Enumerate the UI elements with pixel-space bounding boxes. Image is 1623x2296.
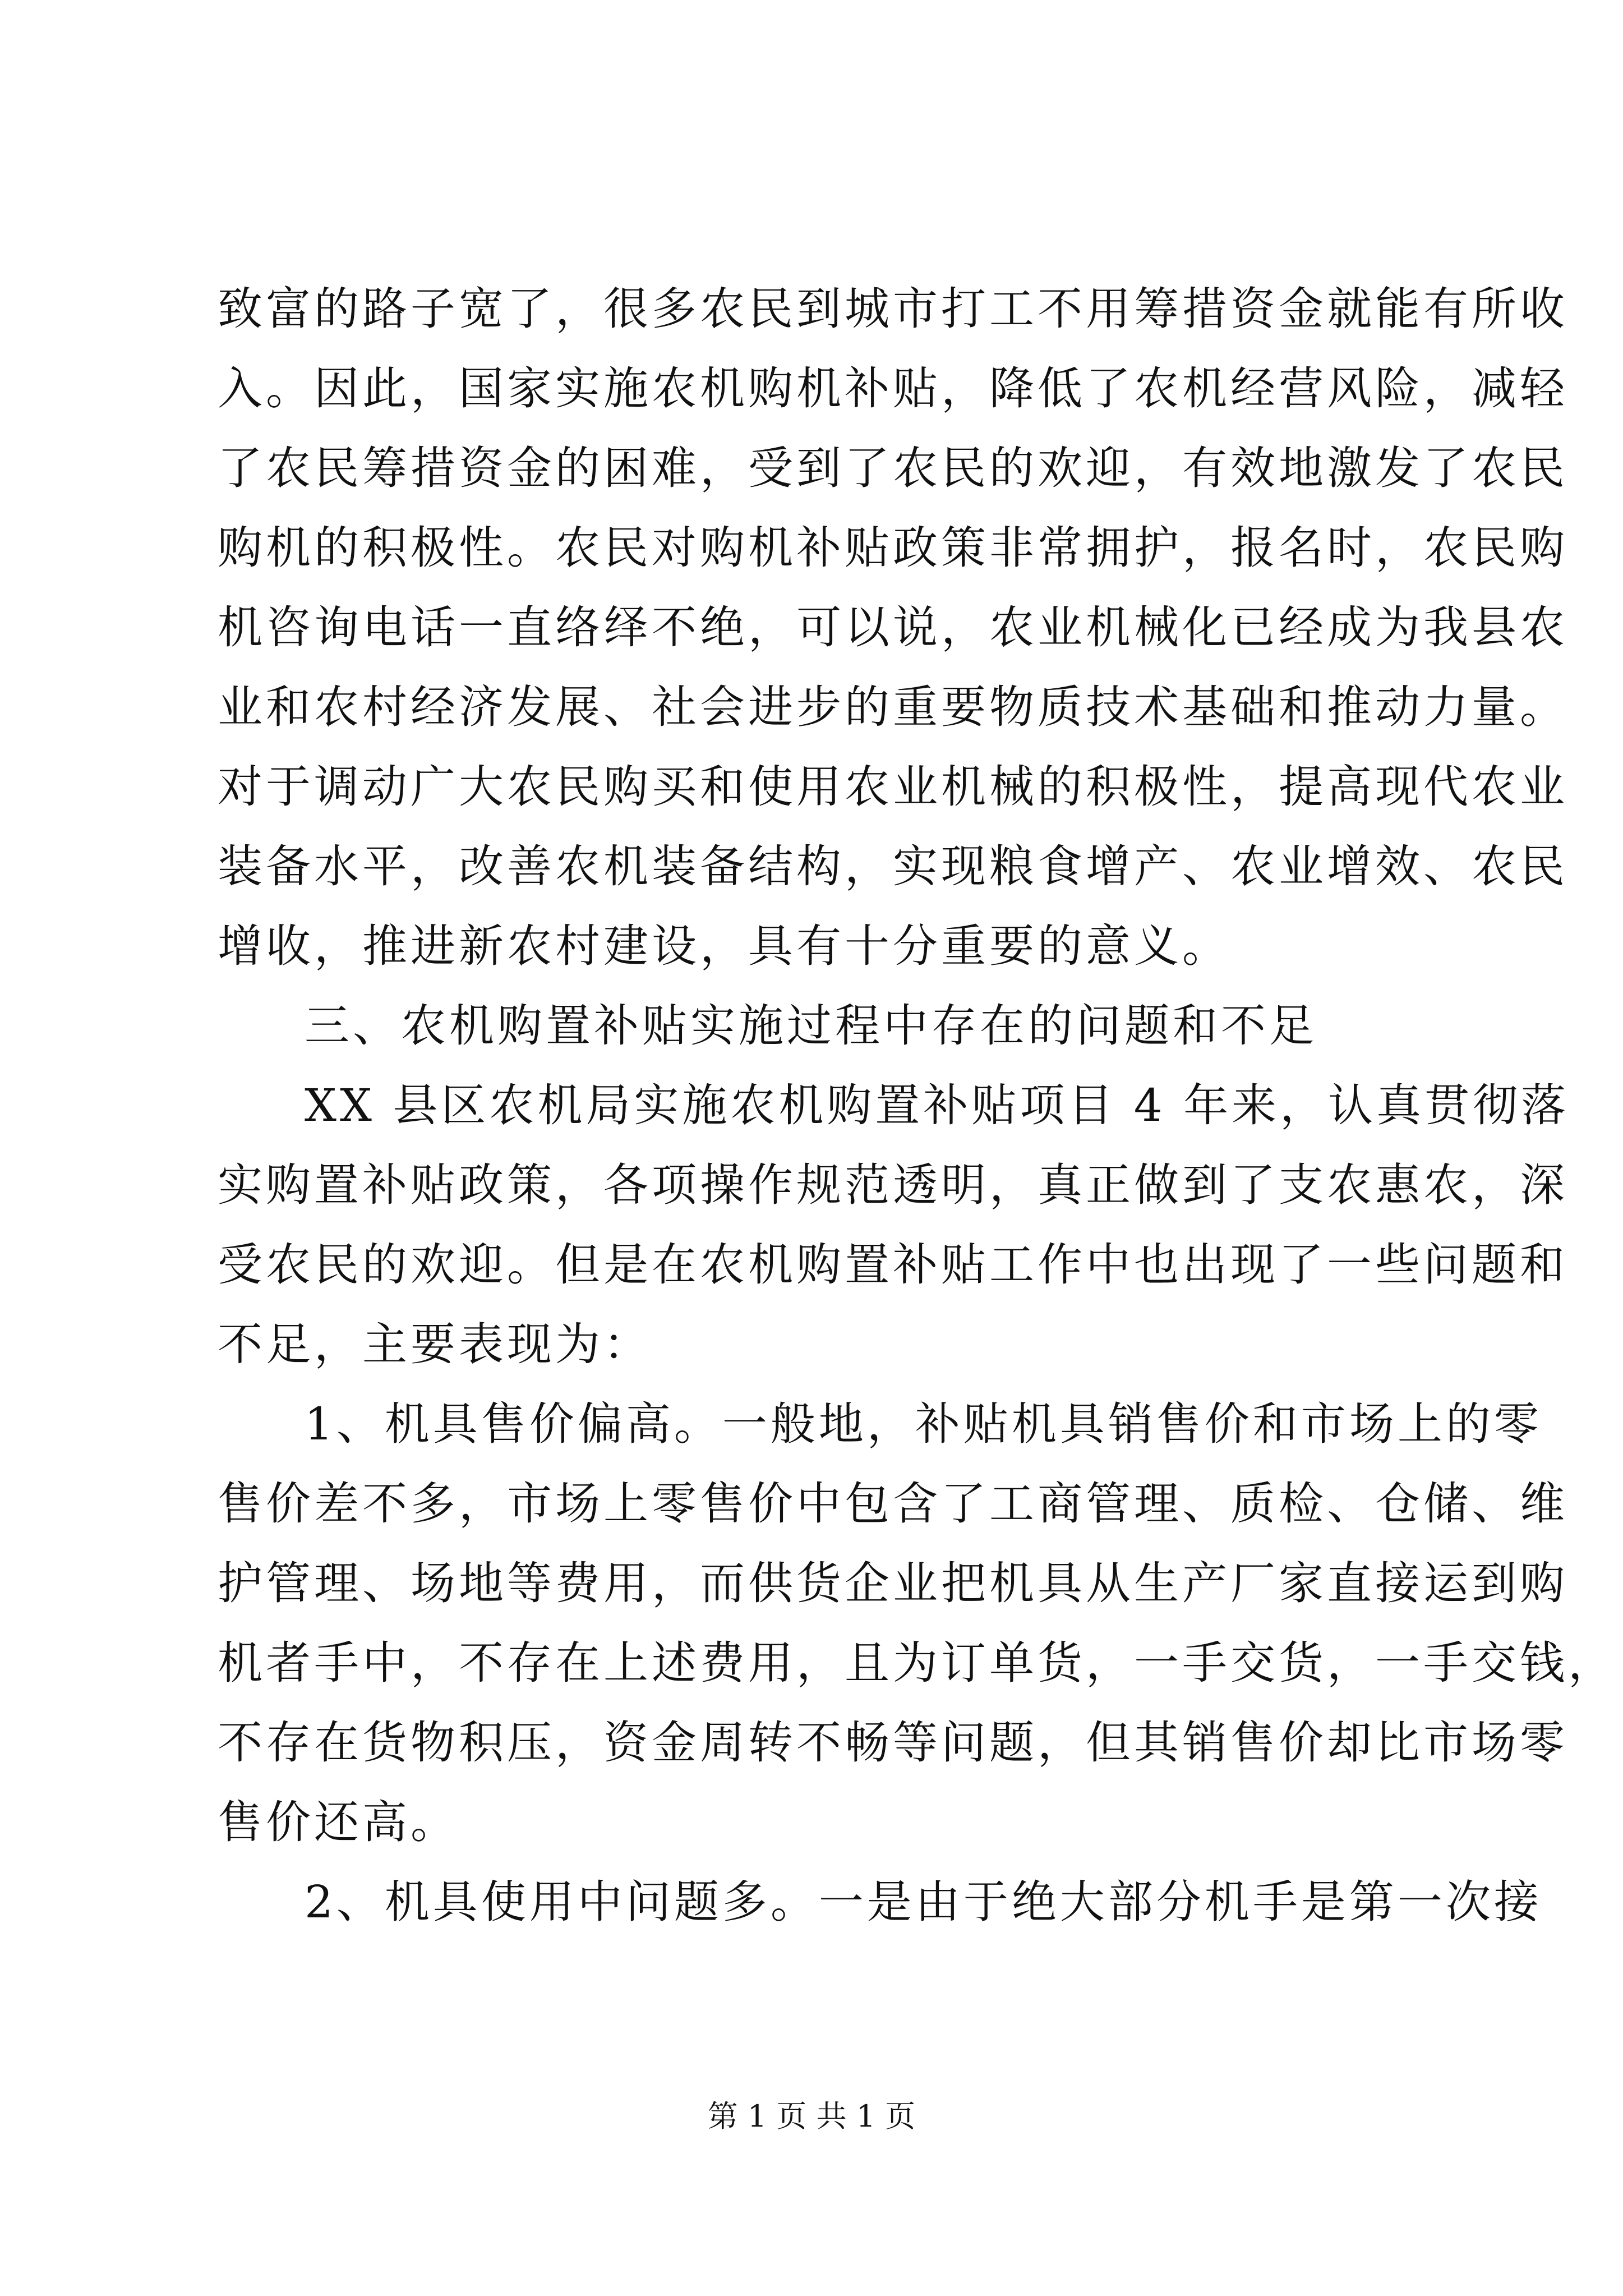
text-line: 受农民的欢迎。但是在农机购置补贴工作中也出现了一些问题和: [218, 1239, 1568, 1291]
text-line: 致富的路子宽了，很多农民到城市打工不用筹措资金就能有所收: [218, 283, 1568, 335]
text-line: 实购置补贴政策，各项操作规范透明，真正做到了支农惠农，深: [218, 1159, 1568, 1211]
text-line: 不存在货物积压，资金周转不畅等问题，但其销售价却比市场零: [218, 1717, 1568, 1769]
text-line: 护管理、场地等费用，而供货企业把机具从生产厂家直接运到购: [218, 1557, 1568, 1609]
text-line: 对于调动广大农民购买和使用农业机械的积极性，提高现代农业: [218, 761, 1568, 813]
text-line: 1、机具售价偏高。一般地，补贴机具销售价和市场上的零: [305, 1398, 1542, 1450]
text-line: 2、机具使用中问题多。一是由于绝大部分机手是第一次接: [305, 1876, 1542, 1928]
text-line: 售价还高。: [218, 1796, 459, 1848]
section-heading: 三、农机购置补贴实施过程中存在的问题和不足: [305, 1000, 1317, 1052]
text-line: XX 县区农机局实施农机购置补贴项目 4 年来，认真贯彻落: [305, 1079, 1570, 1131]
page-footer: 第 1 页 共 1 页: [707, 2099, 916, 2134]
text-line: 不足，主要表现为：: [218, 1318, 652, 1370]
text-line: 购机的积极性。农民对购机补贴政策非常拥护，报名时，农民购: [218, 522, 1568, 574]
text-line: 业和农村经济发展、社会进步的重要物质技术基础和推动力量。: [218, 681, 1568, 733]
text-line: 入。因此，国家实施农机购机补贴，降低了农机经营风险，减轻: [218, 362, 1568, 415]
document-body: [218, 269, 1616, 1942]
text-line: 机者手中，不存在上述费用，且为订单货，一手交货，一手交钱，: [218, 1637, 1616, 1689]
text-line: 机咨询电话一直络绎不绝，可以说，农业机械化已经成为我县农: [218, 601, 1568, 654]
text-line: 了农民筹措资金的困难，受到了农民的欢迎，有效地激发了农民: [218, 442, 1568, 494]
text-line: 售价差不多，市场上零售价中包含了工商管理、质检、仓储、维: [218, 1478, 1568, 1530]
text-line: 增收，推进新农村建设，具有十分重要的意义。: [218, 920, 1230, 972]
text-line: 装备水平，改善农机装备结构，实现粮食增产、农业增效、农民: [218, 840, 1568, 892]
